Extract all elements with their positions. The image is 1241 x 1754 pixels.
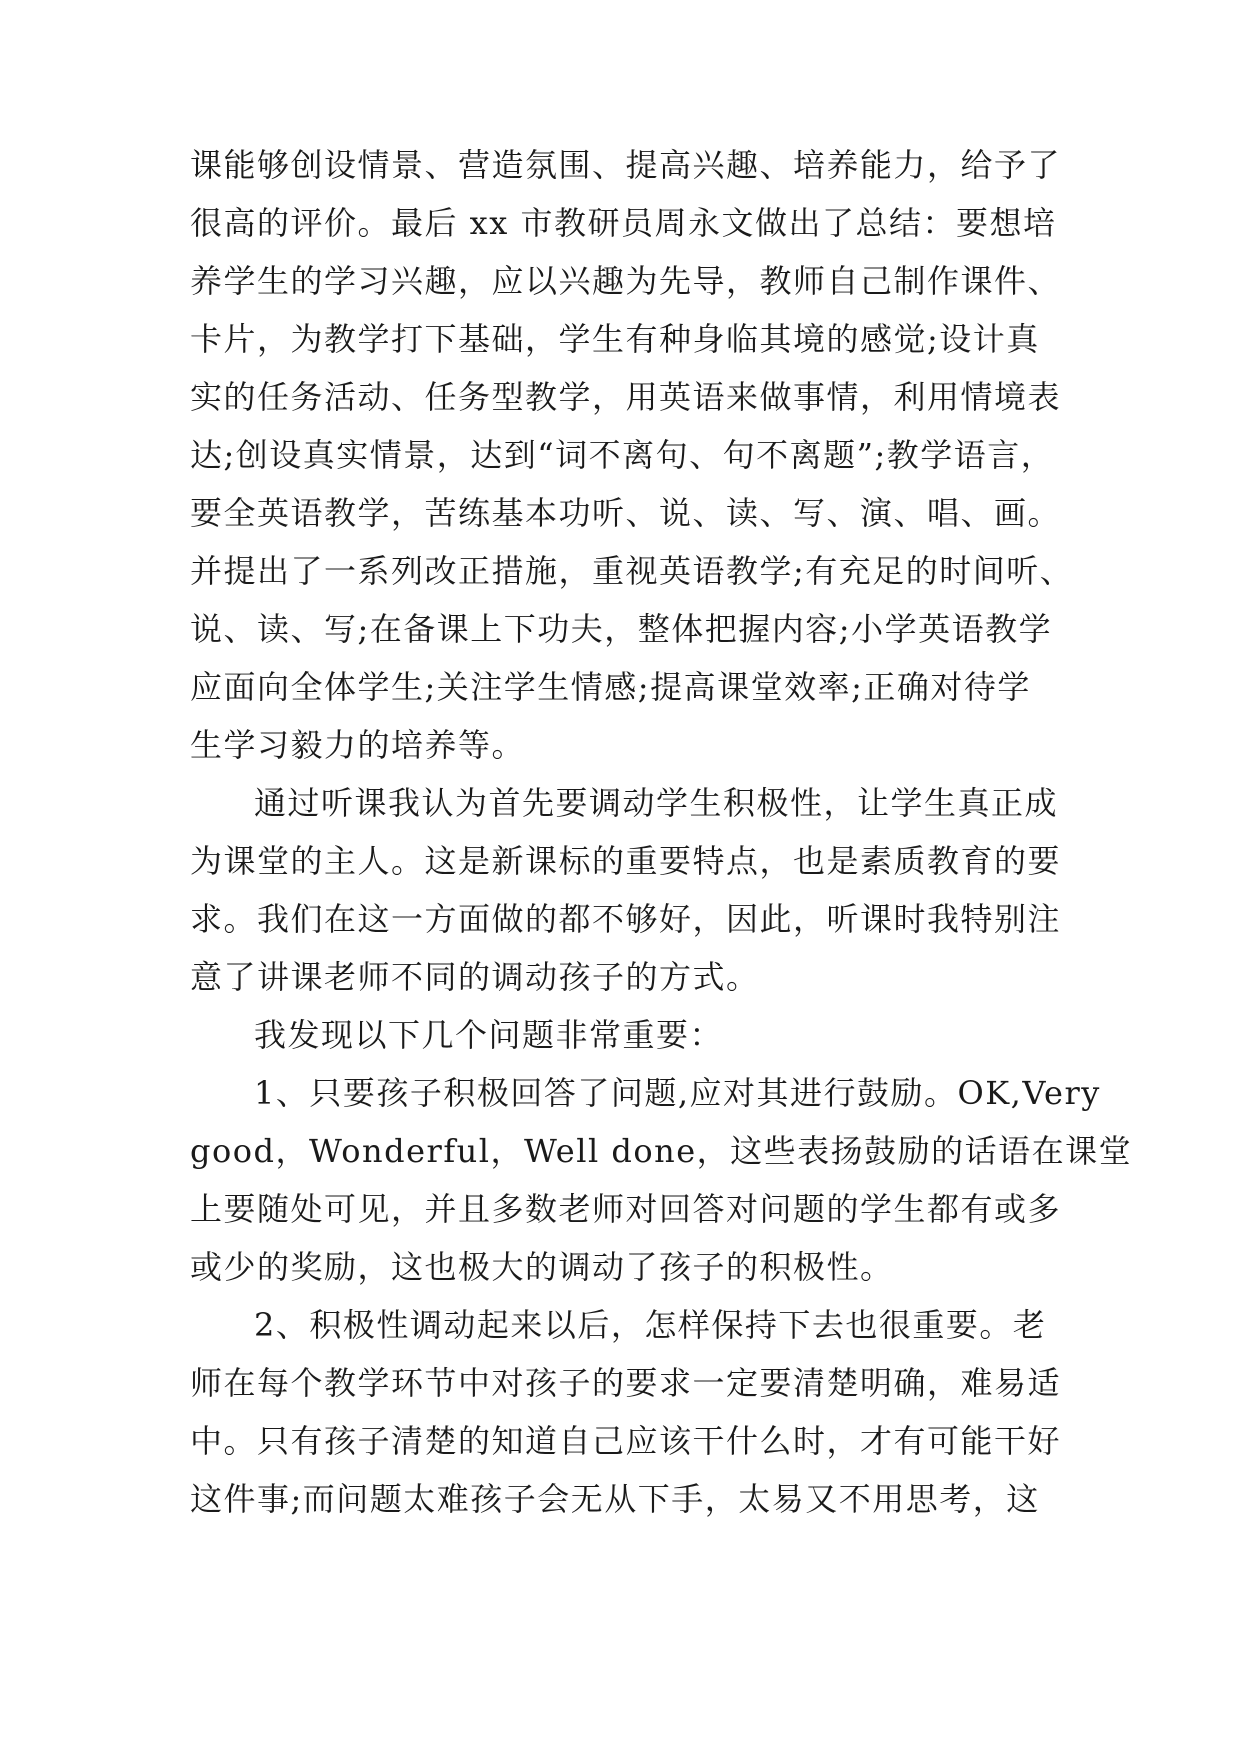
text-line: 养学生的学习兴趣，应以兴趣为先导，教师自己制作课件、	[190, 262, 1062, 300]
text-line: 1、只要孩子积极回答了问题,应对其进行鼓励。OK,Very	[254, 1074, 1101, 1112]
text-line: 很高的评价。最后 xx 市教研员周永文做出了总结：要想培	[190, 204, 1057, 242]
text-line: 达;创设真实情景，达到“词不离句、句不离题”;教学语言，	[190, 436, 1055, 474]
text-line: 课能够创设情景、营造氛围、提高兴趣、培养能力，给予了	[190, 146, 1062, 184]
text-line: 通过听课我认为首先要调动学生积极性，让学生真正成	[254, 784, 1059, 822]
text-line: 或少的奖励，这也极大的调动了孩子的积极性。	[190, 1248, 894, 1286]
text-line: good，Wonderful，Well done，这些表扬鼓励的话语在课堂	[190, 1132, 1133, 1170]
text-line: 中。只有孩子清楚的知道自己应该干什么时，才有可能干好	[190, 1422, 1062, 1460]
text-line: 意了讲课老师不同的调动孩子的方式。	[190, 958, 760, 996]
body-text	[190, 136, 1133, 1528]
text-line: 说、读、写;在备课上下功夫，整体把握内容;小学英语教学	[190, 610, 1053, 648]
text-line: 这件事;而问题太难孩子会无从下手，太易又不用思考，这	[190, 1480, 1040, 1518]
text-line: 卡片，为教学打下基础，学生有种身临其境的感觉;设计真	[190, 320, 1040, 358]
text-line: 应面向全体学生;关注学生情感;提高课堂效率;正确对待学	[190, 668, 1031, 706]
text-line: 上要随处可见，并且多数老师对回答对问题的学生都有或多	[190, 1190, 1062, 1228]
text-line: 我发现以下几个问题非常重要：	[254, 1016, 724, 1054]
text-line: 实的任务活动、任务型教学，用英语来做事情，利用情境表	[190, 378, 1062, 416]
text-line: 要全英语教学，苦练基本功听、说、读、写、演、唱、画。	[190, 494, 1062, 532]
text-line: 为课堂的主人。这是新课标的重要特点，也是素质教育的要	[190, 842, 1062, 880]
text-line: 2、积极性调动起来以后，怎样保持下去也很重要。老	[254, 1306, 1047, 1344]
text-line: 并提出了一系列改正措施，重视英语教学;有充足的时间听、	[190, 552, 1074, 590]
text-line: 求。我们在这一方面做的都不够好，因此，听课时我特别注	[190, 900, 1062, 938]
text-line: 师在每个教学环节中对孩子的要求一定要清楚明确，难易适	[190, 1364, 1062, 1402]
text-line: 生学习毅力的培养等。	[190, 726, 526, 764]
